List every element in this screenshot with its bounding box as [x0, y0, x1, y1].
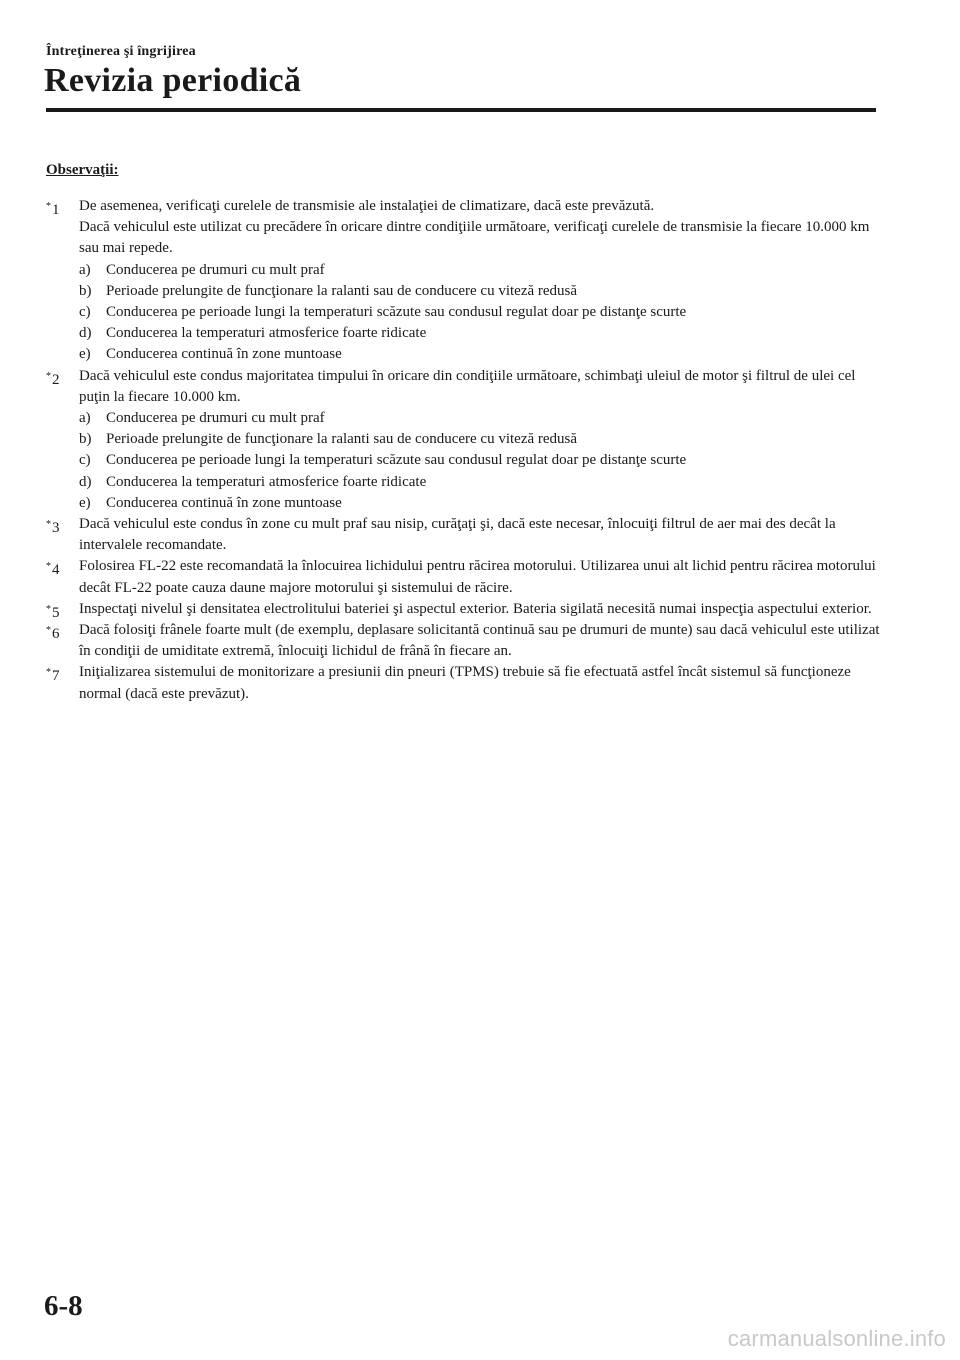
footnote-item	[46, 366, 886, 514]
footnote-marker	[46, 366, 60, 391]
footnote-item	[46, 196, 886, 366]
condition-text: Perioade prelungite de funcţionare la ralanti sau de conducere cu viteză redusă	[106, 431, 578, 448]
footnote-item	[46, 556, 886, 598]
asterisk-icon: *	[46, 370, 51, 382]
condition-letter: b)	[79, 282, 92, 299]
footnote-text: Dacă vehiculul este condus majoritatea timpului în oricare din condiţiile următoare, schimbaţi uleiul de motor şi filtrul de ulei cel puţin la fiecare 10.000 km.	[79, 367, 856, 405]
condition-item	[79, 429, 886, 450]
footnote-marker	[46, 556, 60, 581]
section-label: Întreţinerea şi îngrijirea	[46, 44, 196, 59]
asterisk-icon: *	[46, 625, 51, 637]
condition-item	[79, 302, 886, 323]
page-number: 6-8	[44, 1290, 83, 1322]
notes-heading: Observaţii:	[46, 162, 119, 178]
title-divider	[46, 108, 876, 112]
condition-item	[79, 472, 886, 493]
footnote-text: Iniţializarea sistemului de monitorizare a presiunii din pneuri (TPMS) trebuie să fie efectuată astfel încât sistemul să funcţioneze normal (dacă este prevăzut).	[79, 664, 851, 702]
condition-letter: d)	[79, 473, 92, 490]
footnote-text: Dacă vehiculul este condus în zone cu mult praf sau nisip, curăţaţi şi, dacă este necesar, înlocuiţi filtrul de aer mai des decât la intervalele recomandate.	[79, 516, 836, 554]
condition-item	[79, 281, 886, 302]
footnote-item	[46, 662, 886, 704]
condition-text: Conducerea continuă în zone muntoase	[106, 494, 342, 511]
condition-letter: a)	[79, 261, 91, 278]
watermark: carmanualsonline.info	[727, 1326, 946, 1351]
footnote-text: Inspectaţi nivelul şi densitatea electrolitului bateriei şi aspectul exterior. Bateria sigilată necesită numai inspecţia aspectului exterior.	[79, 600, 872, 617]
condition-item	[79, 408, 886, 429]
condition-text: Conducerea pe perioade lungi la temperaturi scăzute sau condusul regulat doar pe distanţe scurte	[106, 452, 687, 469]
footnote-item	[46, 599, 886, 620]
footnote-marker	[46, 514, 60, 539]
condition-item	[79, 323, 886, 344]
condition-text: Conducerea la temperaturi atmosferice foarte ridicate	[106, 473, 427, 490]
condition-text: Conducerea continuă în zone muntoase	[106, 346, 342, 363]
asterisk-icon: *	[46, 561, 51, 573]
footnote-number: 2	[52, 371, 60, 388]
footnote-marker	[46, 196, 60, 221]
asterisk-icon: *	[46, 519, 51, 531]
footnote-text: De asemenea, verificaţi curelele de transmisie ale instalaţiei de climatizare, dacă este prevăzută.	[79, 198, 655, 214]
condition-text: Conducerea pe drumuri cu mult praf	[106, 410, 325, 427]
footnote-number: 3	[52, 520, 60, 537]
footnote-text: Folosirea FL-22 este recomandată la înlocuirea lichidului pentru răcirea motorului. Utilizarea unui alt lichid pentru răcirea motorului decât FL-22 poate cauza daune majore motorului şi sistemului de răcire.	[79, 558, 876, 596]
footnote-text: Dacă vehiculul este utilizat cu precădere în oricare dintre condiţiile următoare, verificaţi curelele de transmisie la fiecare 10.000 km sau mai repede.	[79, 219, 870, 257]
footnote-item	[46, 620, 886, 662]
condition-letter: b)	[79, 431, 92, 448]
page-title: Revizia periodică	[44, 62, 302, 99]
notes-list	[46, 196, 886, 705]
footnote-number: 5	[52, 604, 60, 621]
asterisk-icon: *	[46, 201, 51, 212]
condition-item	[79, 493, 886, 514]
condition-item	[79, 344, 886, 365]
asterisk-icon: *	[46, 603, 51, 615]
footnote-number: 4	[52, 562, 60, 579]
condition-letter: a)	[79, 410, 91, 427]
footnote-marker	[46, 620, 60, 645]
condition-text: Conducerea la temperaturi atmosferice foarte ridicate	[106, 325, 427, 342]
condition-text: Conducerea pe perioade lungi la temperaturi scăzute sau condusul regulat doar pe distanţe scurte	[106, 304, 687, 321]
condition-text: Conducerea pe drumuri cu mult praf	[106, 261, 325, 278]
condition-item	[79, 260, 886, 281]
footnote-number: 6	[52, 626, 60, 643]
footnote-text: Dacă folosiţi frânele foarte mult (de exemplu, deplasare solicitantă continuă sau pe drumuri de munte) sau dacă vehiculul este utilizat în condiţii de umiditate extremă, înlocuiţi lichidul de frână în fiecare an.	[79, 622, 880, 660]
condition-letter: c)	[79, 452, 91, 469]
condition-item	[79, 450, 886, 471]
condition-text: Perioade prelungite de funcţionare la ralanti sau de conducere cu viteză redusă	[106, 282, 578, 299]
asterisk-icon: *	[46, 667, 51, 679]
condition-letter: e)	[79, 346, 91, 363]
footnote-marker	[46, 662, 60, 687]
condition-letter: e)	[79, 494, 91, 511]
footnote-number: 7	[52, 668, 60, 685]
footnote-number: 1	[52, 202, 60, 218]
condition-letter: d)	[79, 325, 92, 342]
footnote-item	[46, 514, 886, 556]
condition-letter: c)	[79, 304, 91, 321]
